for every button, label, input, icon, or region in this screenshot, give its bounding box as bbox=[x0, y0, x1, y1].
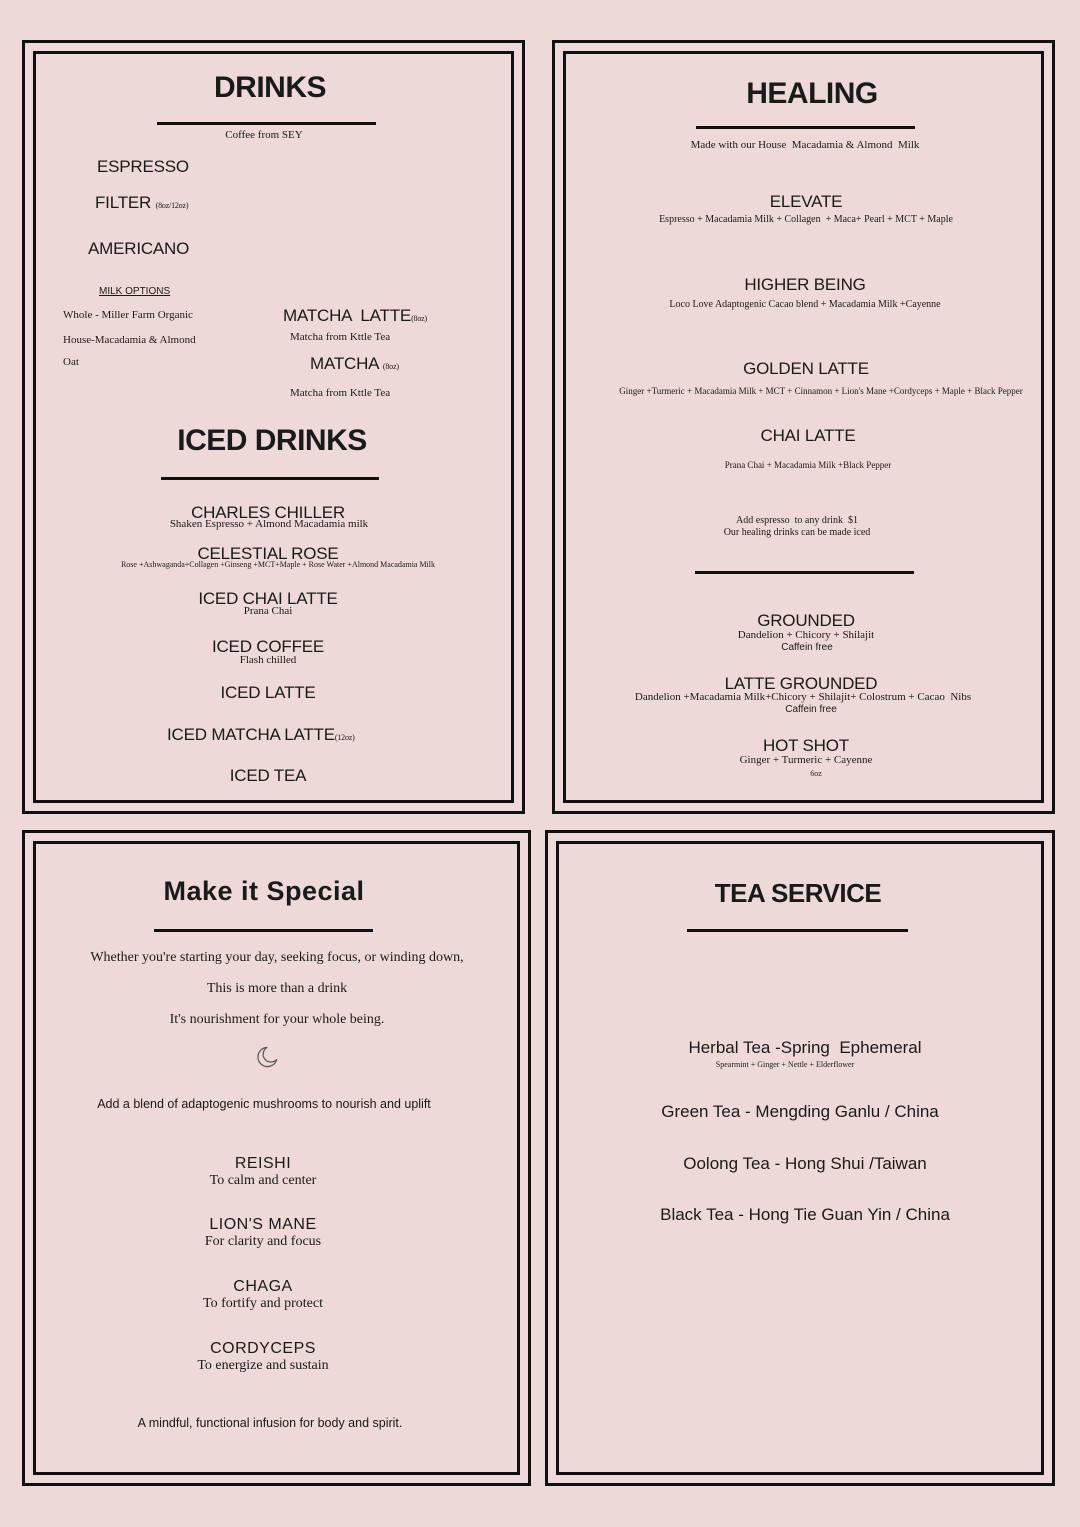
matcha-name: MATCHA bbox=[310, 354, 379, 373]
iced-item-name: ICED COFFEE bbox=[211, 637, 325, 656]
healing-title-rule bbox=[696, 126, 915, 129]
latte-grounded-desc: Dandelion +Macadamia Milk+Chicory + Shilajit+ Colostrum + Cacao Nibs bbox=[634, 691, 972, 703]
tea-title: TEA SERVICE bbox=[714, 878, 882, 908]
hot-shot-note: 6oz bbox=[810, 769, 822, 778]
drinks-subtitle: Coffee from SEY bbox=[225, 129, 303, 141]
menu-item-americano: AMERICANO bbox=[88, 239, 190, 258]
special-title-rule bbox=[154, 929, 373, 932]
special-footer: A mindful, functional infusion for body and spirit. bbox=[137, 1416, 403, 1430]
healing-item-desc: Espresso + Macadamia Milk + Collagen + Maca+ Pearl + MCT + Maple bbox=[659, 214, 953, 225]
menu-item-filter bbox=[95, 193, 188, 213]
matcha-latte-name: MATCHA LATTE bbox=[283, 306, 412, 325]
iced-item-name: CHARLES CHILLER bbox=[191, 503, 345, 522]
special-intro-line: This is more than a drink bbox=[206, 981, 348, 996]
special-intro-line: Whether you're starting your day, seeking focus, or winding down, bbox=[90, 950, 464, 965]
tea-item-name: Oolong Tea - Hong Shui /Taiwan bbox=[683, 1154, 927, 1173]
iced-item-iced-matcha-latte bbox=[167, 725, 355, 745]
drinks-title-rule bbox=[157, 122, 376, 125]
iced-item-name: ICED CHAI LATTE bbox=[198, 589, 338, 608]
mushroom-desc: For clarity and focus bbox=[204, 1234, 322, 1249]
mushroom-name: CORDYCEPS bbox=[210, 1340, 316, 1357]
crescent-moon-icon bbox=[254, 1045, 278, 1069]
grounded-name: GROUNDED bbox=[757, 611, 855, 630]
milk-option: Oat bbox=[63, 356, 79, 368]
mushroom-desc: To fortify and protect bbox=[203, 1296, 323, 1311]
healing-iced-note: Our healing drinks can be made iced bbox=[723, 527, 871, 538]
mushroom-name: LION'S MANE bbox=[209, 1216, 317, 1233]
latte-grounded-name: LATTE GROUNDED bbox=[724, 674, 878, 693]
matcha-latte-note: Matcha from Kttle Tea bbox=[290, 331, 391, 343]
matcha-note: Matcha from Kttle Tea bbox=[290, 387, 391, 399]
menu-item-espresso: ESPRESSO bbox=[97, 157, 189, 176]
filter-size: (8oz/12oz) bbox=[155, 201, 189, 210]
grounded-desc: Dandelion + Chicory + Shilajit bbox=[737, 629, 875, 641]
grounded-note: Caffein free bbox=[781, 642, 833, 653]
iced-item-desc: Shaken Espresso + Almond Macadamia milk bbox=[169, 518, 369, 530]
tea-item-name: Herbal Tea -Spring Ephemeral bbox=[688, 1038, 922, 1057]
milk-option: Whole - Miller Farm Organic bbox=[63, 309, 193, 321]
healing-title: HEALING bbox=[746, 77, 878, 110]
filter-name: FILTER bbox=[95, 193, 152, 212]
iced-drinks-title: ICED DRINKS bbox=[177, 424, 367, 457]
tea-item-desc: Spearmint + Ginger + Nettle + Elderflower bbox=[715, 1060, 855, 1069]
iced-item-desc: Flash chilled bbox=[239, 654, 297, 666]
healing-item-name: HIGHER BEING bbox=[744, 275, 866, 294]
milk-option: House-Macadamia & Almond bbox=[63, 334, 196, 346]
iced-item-name: ICED TEA bbox=[229, 766, 307, 785]
latte-grounded-note: Caffein free bbox=[785, 704, 837, 715]
menu-item-matcha bbox=[310, 354, 399, 374]
iced-item-desc: Prana Chai bbox=[243, 605, 293, 617]
healing-item-desc: Ginger +Turmeric + Macadamia Milk + MCT + Cinnamon + Lion's Mane +Cordyceps + Maple + Black Pepper bbox=[619, 386, 1023, 396]
hot-shot-desc: Ginger + Turmeric + Cayenne bbox=[739, 754, 873, 766]
mushroom-name: CHAGA bbox=[233, 1278, 293, 1295]
healing-subtitle: Made with our House Macadamia & Almond Milk bbox=[690, 139, 920, 151]
mushroom-name: REISHI bbox=[234, 1155, 292, 1172]
mushroom-desc: To energize and sustain bbox=[197, 1358, 329, 1373]
tea-item-name: Green Tea - Mengding Ganlu / China bbox=[661, 1102, 939, 1121]
matcha-latte-size: (8oz) bbox=[411, 314, 427, 323]
matcha-size: (8oz) bbox=[382, 362, 399, 371]
healing-item-name: GOLDEN LATTE bbox=[743, 359, 869, 378]
iced-item-name: ICED MATCHA LATTE bbox=[167, 725, 335, 744]
healing-espresso-note: Add espresso to any drink $1 bbox=[736, 515, 858, 526]
healing-divider-rule bbox=[695, 571, 914, 574]
iced-item-desc: (12oz) bbox=[334, 733, 355, 742]
iced-item-name: ICED LATTE bbox=[220, 683, 316, 702]
special-title: Make it Special bbox=[163, 876, 365, 906]
tea-item-name: Black Tea - Hong Tie Guan Yin / China bbox=[660, 1205, 950, 1224]
tea-title-rule bbox=[687, 929, 908, 932]
special-intro-line: It's nourishment for your whole being. bbox=[169, 1012, 385, 1027]
iced-item-name: CELESTIAL ROSE bbox=[197, 544, 339, 563]
iced-drinks-rule bbox=[161, 477, 379, 480]
mushroom-desc: To calm and center bbox=[209, 1173, 317, 1188]
menu-item-matcha-latte bbox=[283, 306, 427, 326]
hot-shot-name: HOT SHOT bbox=[763, 736, 849, 755]
healing-item-desc: Loco Love Adaptogenic Cacao blend + Macadamia Milk +Cayenne bbox=[669, 299, 941, 310]
healing-item-name: CHAI LATTE bbox=[760, 426, 856, 445]
adaptogen-intro: Add a blend of adaptogenic mushrooms to nourish and uplift bbox=[97, 1097, 431, 1111]
milk-options-label: MILK OPTIONS bbox=[99, 286, 171, 297]
healing-item-name: ELEVATE bbox=[769, 192, 843, 211]
iced-item-desc: Rose +Ashwaganda+Collagen +Ginseng +MCT+Maple + Rose Water +Almond Macadamia Milk bbox=[120, 560, 436, 569]
healing-item-desc: Prana Chai + Macadamia Milk +Black Pepper bbox=[724, 460, 892, 470]
drinks-title: DRINKS bbox=[213, 71, 327, 104]
